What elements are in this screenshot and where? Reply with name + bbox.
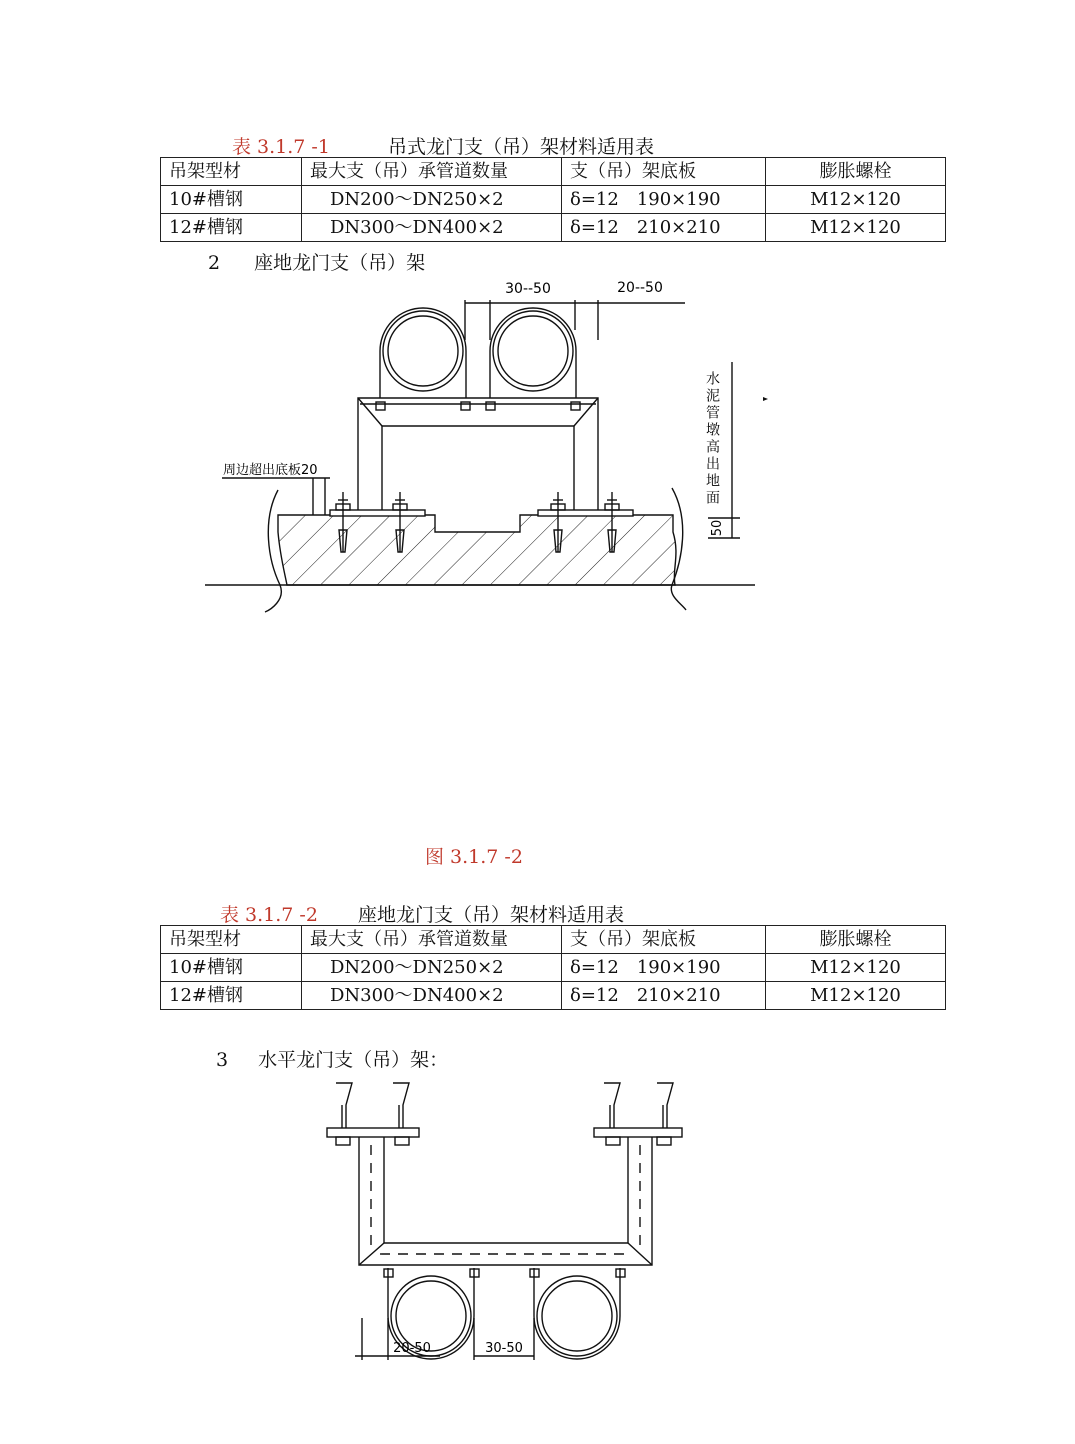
concrete-pier [278, 515, 676, 585]
vertical-note: 水泥管墩高出地面 [704, 371, 720, 507]
table-cell: δ=12 190×190 [562, 954, 766, 982]
section2-number: 2 [208, 252, 221, 274]
table-cell: M12×120 [766, 954, 946, 982]
table2-caption [220, 900, 624, 927]
table2-number: 表 3.1.7 -2 [220, 904, 318, 926]
table-header-cell: 膨胀螺栓 [766, 926, 946, 954]
table-cell: δ=12 190×190 [562, 186, 766, 214]
figure2-drawing [0, 270, 1075, 630]
ceiling-plate-right [594, 1128, 682, 1137]
table1-title: 吊式龙门支（吊）架材料适用表 [387, 136, 654, 158]
table-header-cell: 最大支（吊）承管道数量 [302, 158, 562, 186]
table-cell: δ=12 210×210 [562, 982, 766, 1010]
table-cell: DN300～DN400×2 [302, 982, 562, 1010]
pipe-right [490, 308, 576, 398]
table2-title: 座地龙门支（吊）架材料适用表 [357, 904, 624, 926]
pipe-left [380, 308, 466, 398]
hanger-dim-label-20-50: 20-50 [393, 1341, 431, 1356]
table2 [160, 925, 946, 1010]
break-curve-left [265, 490, 281, 612]
table-header-cell: 支（吊）架底板 [562, 926, 766, 954]
dim-label-50: 50 [710, 519, 725, 537]
ceiling-anchors [336, 1083, 673, 1128]
table-row [161, 186, 946, 214]
figure2-caption: 图 3.1.7 -2 [425, 846, 523, 868]
dim-label-20-50: 20--50 [617, 280, 663, 296]
table1-number: 表 3.1.7 -1 [232, 136, 330, 158]
table-row [161, 982, 946, 1010]
section3-number: 3 [216, 1049, 229, 1071]
table-header-cell: 吊架型材 [161, 926, 302, 954]
table-row [161, 954, 946, 982]
hidden-lines [371, 1145, 640, 1254]
table-header-row [161, 926, 946, 954]
figure3-drawing [0, 1075, 1075, 1365]
u-frame-outer [359, 1137, 652, 1265]
table-cell: M12×120 [766, 214, 946, 242]
table1 [160, 157, 946, 242]
table-header-cell: 最大支（吊）承管道数量 [302, 926, 562, 954]
hanger-dim-label-30-50: 30-50 [485, 1341, 523, 1356]
section3-title: 水平龙门支（吊）架： [258, 1049, 449, 1071]
table-cell: 10#槽钢 [161, 186, 302, 214]
section2-title: 座地龙门支（吊）架 [254, 252, 426, 274]
table-header-row [161, 158, 946, 186]
u-frame-inner [384, 1137, 628, 1243]
gantry-inner [382, 426, 574, 510]
table-row [161, 214, 946, 242]
arrow-marker [763, 397, 768, 401]
dim-label-30-50: 30--50 [505, 281, 551, 297]
edge-note: 周边超出底板20 [223, 463, 318, 478]
table-header-cell: 膨胀螺栓 [766, 158, 946, 186]
ceiling-plate-left [327, 1128, 419, 1137]
table-cell: M12×120 [766, 982, 946, 1010]
table-header-cell: 吊架型材 [161, 158, 302, 186]
table-cell: DN200～DN250×2 [302, 186, 562, 214]
table-header-cell: 支（吊）架底板 [562, 158, 766, 186]
table-cell: M12×120 [766, 186, 946, 214]
hanger-pipe-right [534, 1268, 620, 1359]
table-cell: δ=12 210×210 [562, 214, 766, 242]
gantry-outer [358, 398, 598, 510]
table-cell: 12#槽钢 [161, 214, 302, 242]
table-cell: DN200～DN250×2 [302, 954, 562, 982]
table-cell: DN300～DN400×2 [302, 214, 562, 242]
base-plate-right [538, 510, 633, 516]
table-cell: 12#槽钢 [161, 982, 302, 1010]
table-cell: 10#槽钢 [161, 954, 302, 982]
base-plate-left [330, 510, 425, 516]
section3-heading [216, 1045, 448, 1072]
table1-caption [232, 132, 654, 159]
